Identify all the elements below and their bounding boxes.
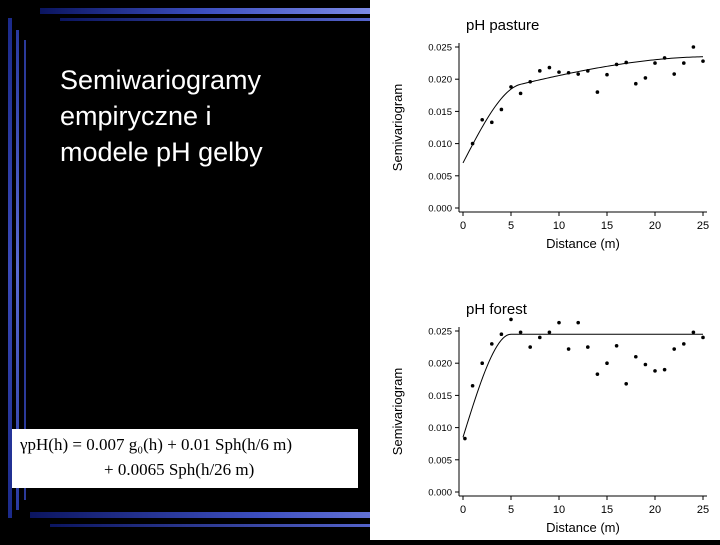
chart-pasture xyxy=(390,17,709,251)
data-point xyxy=(596,372,600,376)
x-tick-label: 25 xyxy=(696,220,710,232)
model-curve xyxy=(463,57,703,163)
data-point xyxy=(548,66,552,70)
data-point xyxy=(653,61,657,65)
x-axis-label: Distance (m) xyxy=(546,520,620,535)
data-point xyxy=(567,347,571,351)
data-point xyxy=(548,330,552,334)
data-point xyxy=(557,70,561,74)
x-tick-label: 20 xyxy=(648,504,662,516)
data-point xyxy=(634,82,638,86)
y-tick-label: 0.025 xyxy=(428,326,452,338)
data-point xyxy=(586,345,590,349)
model-formula-box xyxy=(12,429,358,488)
y-tick-label: 0.020 xyxy=(428,74,452,86)
y-tick-label: 0.000 xyxy=(428,487,452,499)
data-point xyxy=(576,72,580,76)
x-tick-label: 10 xyxy=(552,220,566,232)
data-point xyxy=(480,118,484,122)
data-point xyxy=(596,90,600,94)
data-point xyxy=(586,69,590,73)
data-point xyxy=(605,73,609,77)
data-point xyxy=(634,355,638,359)
data-point xyxy=(576,321,580,325)
data-point xyxy=(471,384,475,388)
data-point xyxy=(663,56,667,60)
formula-line-2: + 0.0065 Sph(h/26 m) xyxy=(104,460,255,479)
data-point xyxy=(605,361,609,365)
data-point xyxy=(509,85,513,89)
semivariogram-charts xyxy=(370,0,720,540)
data-point xyxy=(615,344,619,348)
frame-bar-top xyxy=(40,8,370,14)
data-point xyxy=(615,63,619,67)
data-point xyxy=(490,121,494,125)
data-point xyxy=(701,336,705,340)
data-point xyxy=(692,45,696,49)
slide-title-line-1: Semiwariogramy xyxy=(60,65,262,95)
data-point xyxy=(567,71,571,75)
x-tick-label: 10 xyxy=(552,504,566,516)
x-tick-label: 0 xyxy=(459,220,467,232)
data-point xyxy=(528,80,532,84)
x-tick-label: 0 xyxy=(459,504,467,516)
charts-panel xyxy=(370,0,720,540)
data-point xyxy=(500,108,504,112)
data-point xyxy=(557,321,561,325)
data-point xyxy=(672,347,676,351)
data-point xyxy=(653,369,657,373)
y-tick-label: 0.015 xyxy=(428,106,452,118)
data-point xyxy=(624,382,628,386)
y-tick-label: 0.010 xyxy=(428,139,452,151)
data-point xyxy=(471,142,475,146)
y-tick-label: 0.000 xyxy=(428,203,452,215)
data-point xyxy=(500,332,504,336)
x-tick-label: 25 xyxy=(696,504,710,516)
x-axis-label: Distance (m) xyxy=(546,236,620,251)
y-tick-label: 0.020 xyxy=(428,358,452,370)
y-axis-label: Semivariogram xyxy=(390,83,405,172)
y-tick-label: 0.005 xyxy=(428,171,452,183)
y-tick-label: 0.005 xyxy=(428,455,452,467)
model-curve xyxy=(463,334,703,437)
x-tick-label: 15 xyxy=(600,220,614,232)
data-point xyxy=(672,72,676,76)
data-point xyxy=(528,345,532,349)
data-point xyxy=(519,92,523,96)
x-tick-label: 20 xyxy=(648,220,662,232)
data-point xyxy=(682,61,686,65)
formula-line-1: γpH(h) = 0.007 g₀(h) + 0.01 Sph(h/6 m) xyxy=(20,435,293,454)
y-axis-label: Semivariogram xyxy=(390,367,405,456)
slide-title-line-2: empiryczne i xyxy=(60,101,212,131)
x-tick-label: 15 xyxy=(600,504,614,516)
data-point xyxy=(538,336,542,340)
data-point xyxy=(663,368,667,372)
data-point xyxy=(692,330,696,334)
data-point xyxy=(644,363,648,367)
data-point xyxy=(538,69,542,73)
chart-title: pH pasture xyxy=(466,17,540,34)
data-point xyxy=(701,59,705,63)
data-point xyxy=(480,361,484,365)
data-point xyxy=(624,61,628,65)
data-point xyxy=(682,342,686,346)
data-point xyxy=(519,330,523,334)
data-point xyxy=(463,437,467,441)
data-point xyxy=(490,342,494,346)
slide-title-line-3: modele pH gelby xyxy=(60,137,263,167)
chart-forest xyxy=(390,301,709,535)
x-tick-label: 5 xyxy=(507,220,515,232)
y-tick-label: 0.015 xyxy=(428,390,452,402)
data-point xyxy=(509,318,513,322)
frame-bar-top-2 xyxy=(60,18,370,21)
x-tick-label: 5 xyxy=(507,504,515,516)
data-point xyxy=(644,76,648,80)
y-tick-label: 0.025 xyxy=(428,42,452,54)
slide-title xyxy=(60,62,360,170)
chart-title: pH forest xyxy=(466,301,527,318)
y-tick-label: 0.010 xyxy=(428,423,452,435)
